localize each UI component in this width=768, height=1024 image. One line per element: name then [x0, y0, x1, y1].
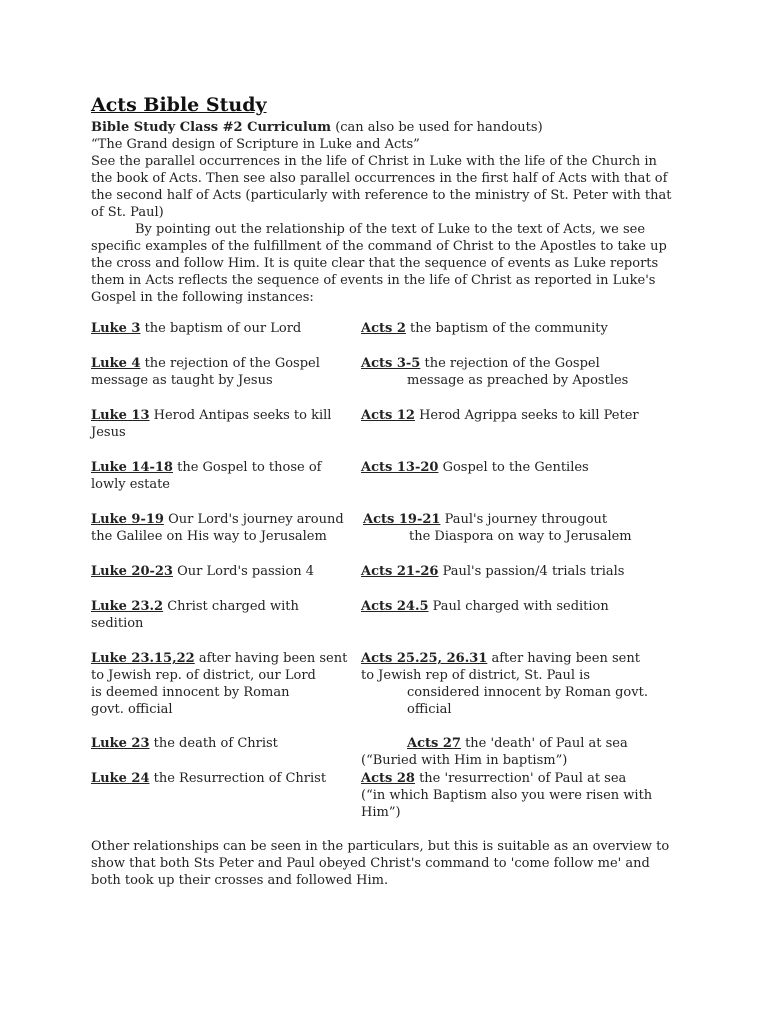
acts-reference: Acts 19-21 — [363, 512, 441, 527]
acts-entry — [361, 598, 609, 615]
document-page — [91, 92, 676, 306]
acts-entry — [361, 355, 628, 389]
acts-text: the 'resurrection' of Paul at sea — [414, 771, 627, 786]
luke-entry — [91, 355, 320, 389]
luke-text: govt. official — [91, 702, 173, 717]
acts-reference: Acts 28 — [361, 771, 415, 786]
acts-text: the 'death' of Paul at sea — [460, 736, 628, 751]
acts-reference: Acts 2 — [361, 321, 406, 336]
acts-text: message as preached by Apostles — [407, 373, 629, 388]
document-title: Acts Bible Study — [91, 94, 267, 116]
luke-text: Our Lord's journey around — [163, 512, 344, 527]
acts-reference: Acts 13-20 — [361, 460, 439, 475]
luke-text: Our Lord's passion 4 — [172, 564, 315, 579]
luke-reference: Luke 4 — [91, 356, 141, 371]
acts-text: Herod Agrippa seeks to kill Peter — [414, 408, 639, 423]
luke-text: lowly estate — [91, 477, 171, 492]
acts-entry — [361, 320, 608, 337]
comparison-table — [91, 320, 691, 820]
luke-reference: Luke 20-23 — [91, 564, 173, 579]
curriculum-note: (can also be used for handouts) — [331, 120, 543, 135]
luke-text: the Gospel to those of — [172, 460, 322, 475]
luke-text: after having been sent — [194, 651, 348, 666]
luke-text: Jesus — [91, 425, 126, 440]
acts-entry — [361, 770, 652, 821]
luke-entry — [91, 320, 301, 337]
acts-text: (“Buried with Him in baptism”) — [361, 753, 568, 768]
luke-text: to Jewish rep. of district, our Lord — [91, 668, 316, 683]
acts-entry — [361, 407, 639, 424]
acts-reference: Acts 24.5 — [361, 599, 429, 614]
luke-reference: Luke 9-19 — [91, 512, 164, 527]
acts-text: Paul charged with sedition — [428, 599, 609, 614]
luke-reference: Luke 23 — [91, 736, 150, 751]
luke-entry — [91, 735, 278, 752]
luke-reference: Luke 23.2 — [91, 599, 164, 614]
acts-reference: Acts 3-5 — [361, 356, 421, 371]
acts-entry — [363, 511, 632, 545]
luke-text: sedition — [91, 616, 144, 631]
luke-entry — [91, 770, 326, 787]
acts-entry — [361, 563, 624, 580]
luke-reference: Luke 23.15,22 — [91, 651, 195, 666]
acts-text: the Diaspora on way to Jerusalem — [409, 529, 632, 544]
acts-text: (“in which Baptism also you were risen with — [361, 788, 653, 803]
acts-entry — [361, 459, 589, 476]
luke-reference: Luke 24 — [91, 771, 150, 786]
acts-text: to Jewish rep of district, St. Paul is — [361, 668, 590, 683]
luke-text: Herod Antipas seeks to kill — [149, 408, 332, 423]
quote-line: “The Grand design of Scripture in Luke and Acts” — [91, 137, 420, 152]
luke-entry — [91, 459, 321, 493]
luke-reference: Luke 14-18 — [91, 460, 173, 475]
luke-entry — [91, 511, 344, 545]
luke-text: the Resurrection of Christ — [149, 771, 327, 786]
luke-text: the Galilee on His way to Jerusalem — [91, 529, 327, 544]
luke-reference: Luke 13 — [91, 408, 150, 423]
acts-text: the baptism of the community — [405, 321, 608, 336]
luke-entry — [91, 598, 299, 632]
acts-text: considered innocent by Roman govt. — [407, 685, 648, 700]
luke-entry — [91, 407, 331, 441]
luke-entry — [91, 563, 314, 580]
curriculum-label: Bible Study Class #2 Curriculum — [91, 120, 332, 135]
luke-text: is deemed innocent by Roman — [91, 685, 290, 700]
acts-entry — [361, 735, 628, 769]
acts-entry — [361, 650, 648, 718]
acts-text: the rejection of the Gospel — [420, 356, 600, 371]
acts-reference: Acts 27 — [407, 736, 461, 751]
intro-paragraph-2: By pointing out the relationship of the text of Luke to the text of Acts, we see specific examples of the fulfillment of the command of Christ to the Apostles to take up the cross and follow Him. It is quite clear that the sequence of events as Luke reports them in Acts reflects the sequence of events in the life of Christ as reported in Luke's Gospel in the following instances: — [91, 222, 667, 305]
acts-text: Him”) — [361, 805, 401, 820]
subtitle — [91, 119, 676, 136]
luke-text: the rejection of the Gospel — [140, 356, 320, 371]
luke-text: message as taught by Jesus — [91, 373, 273, 388]
acts-text: Gospel to the Gentiles — [438, 460, 589, 475]
acts-text: official — [407, 702, 452, 717]
acts-reference: Acts 21-26 — [361, 564, 439, 579]
luke-text: the baptism of our Lord — [140, 321, 302, 336]
acts-text: Paul's journey througout — [440, 512, 608, 527]
intro-paragraph-1: See the parallel occurrences in the life of Christ in Luke with the life of the Church in the book of Acts. Then see also parallel occurrences in the first half of Acts with that of the second half of Acts (particularly with reference to the ministry of St. Peter with that of St. Paul) — [91, 154, 672, 220]
acts-reference: Acts 12 — [361, 408, 415, 423]
acts-reference: Acts 25.25, 26.31 — [361, 651, 488, 666]
luke-text: Christ charged with — [163, 599, 299, 614]
luke-reference: Luke 3 — [91, 321, 141, 336]
luke-text: the death of Christ — [149, 736, 278, 751]
closing-paragraph: Other relationships can be seen in the particulars, but this is suitable as an overview to show that both Sts Peter and Paul obeyed Christ's command to 'come follow me' and both took up their crosses and followed Him. — [91, 839, 670, 888]
table-row — [91, 320, 301, 337]
acts-text: after having been sent — [487, 651, 640, 666]
acts-text: Paul's passion/4 trials trials — [438, 564, 625, 579]
luke-entry — [91, 650, 347, 718]
